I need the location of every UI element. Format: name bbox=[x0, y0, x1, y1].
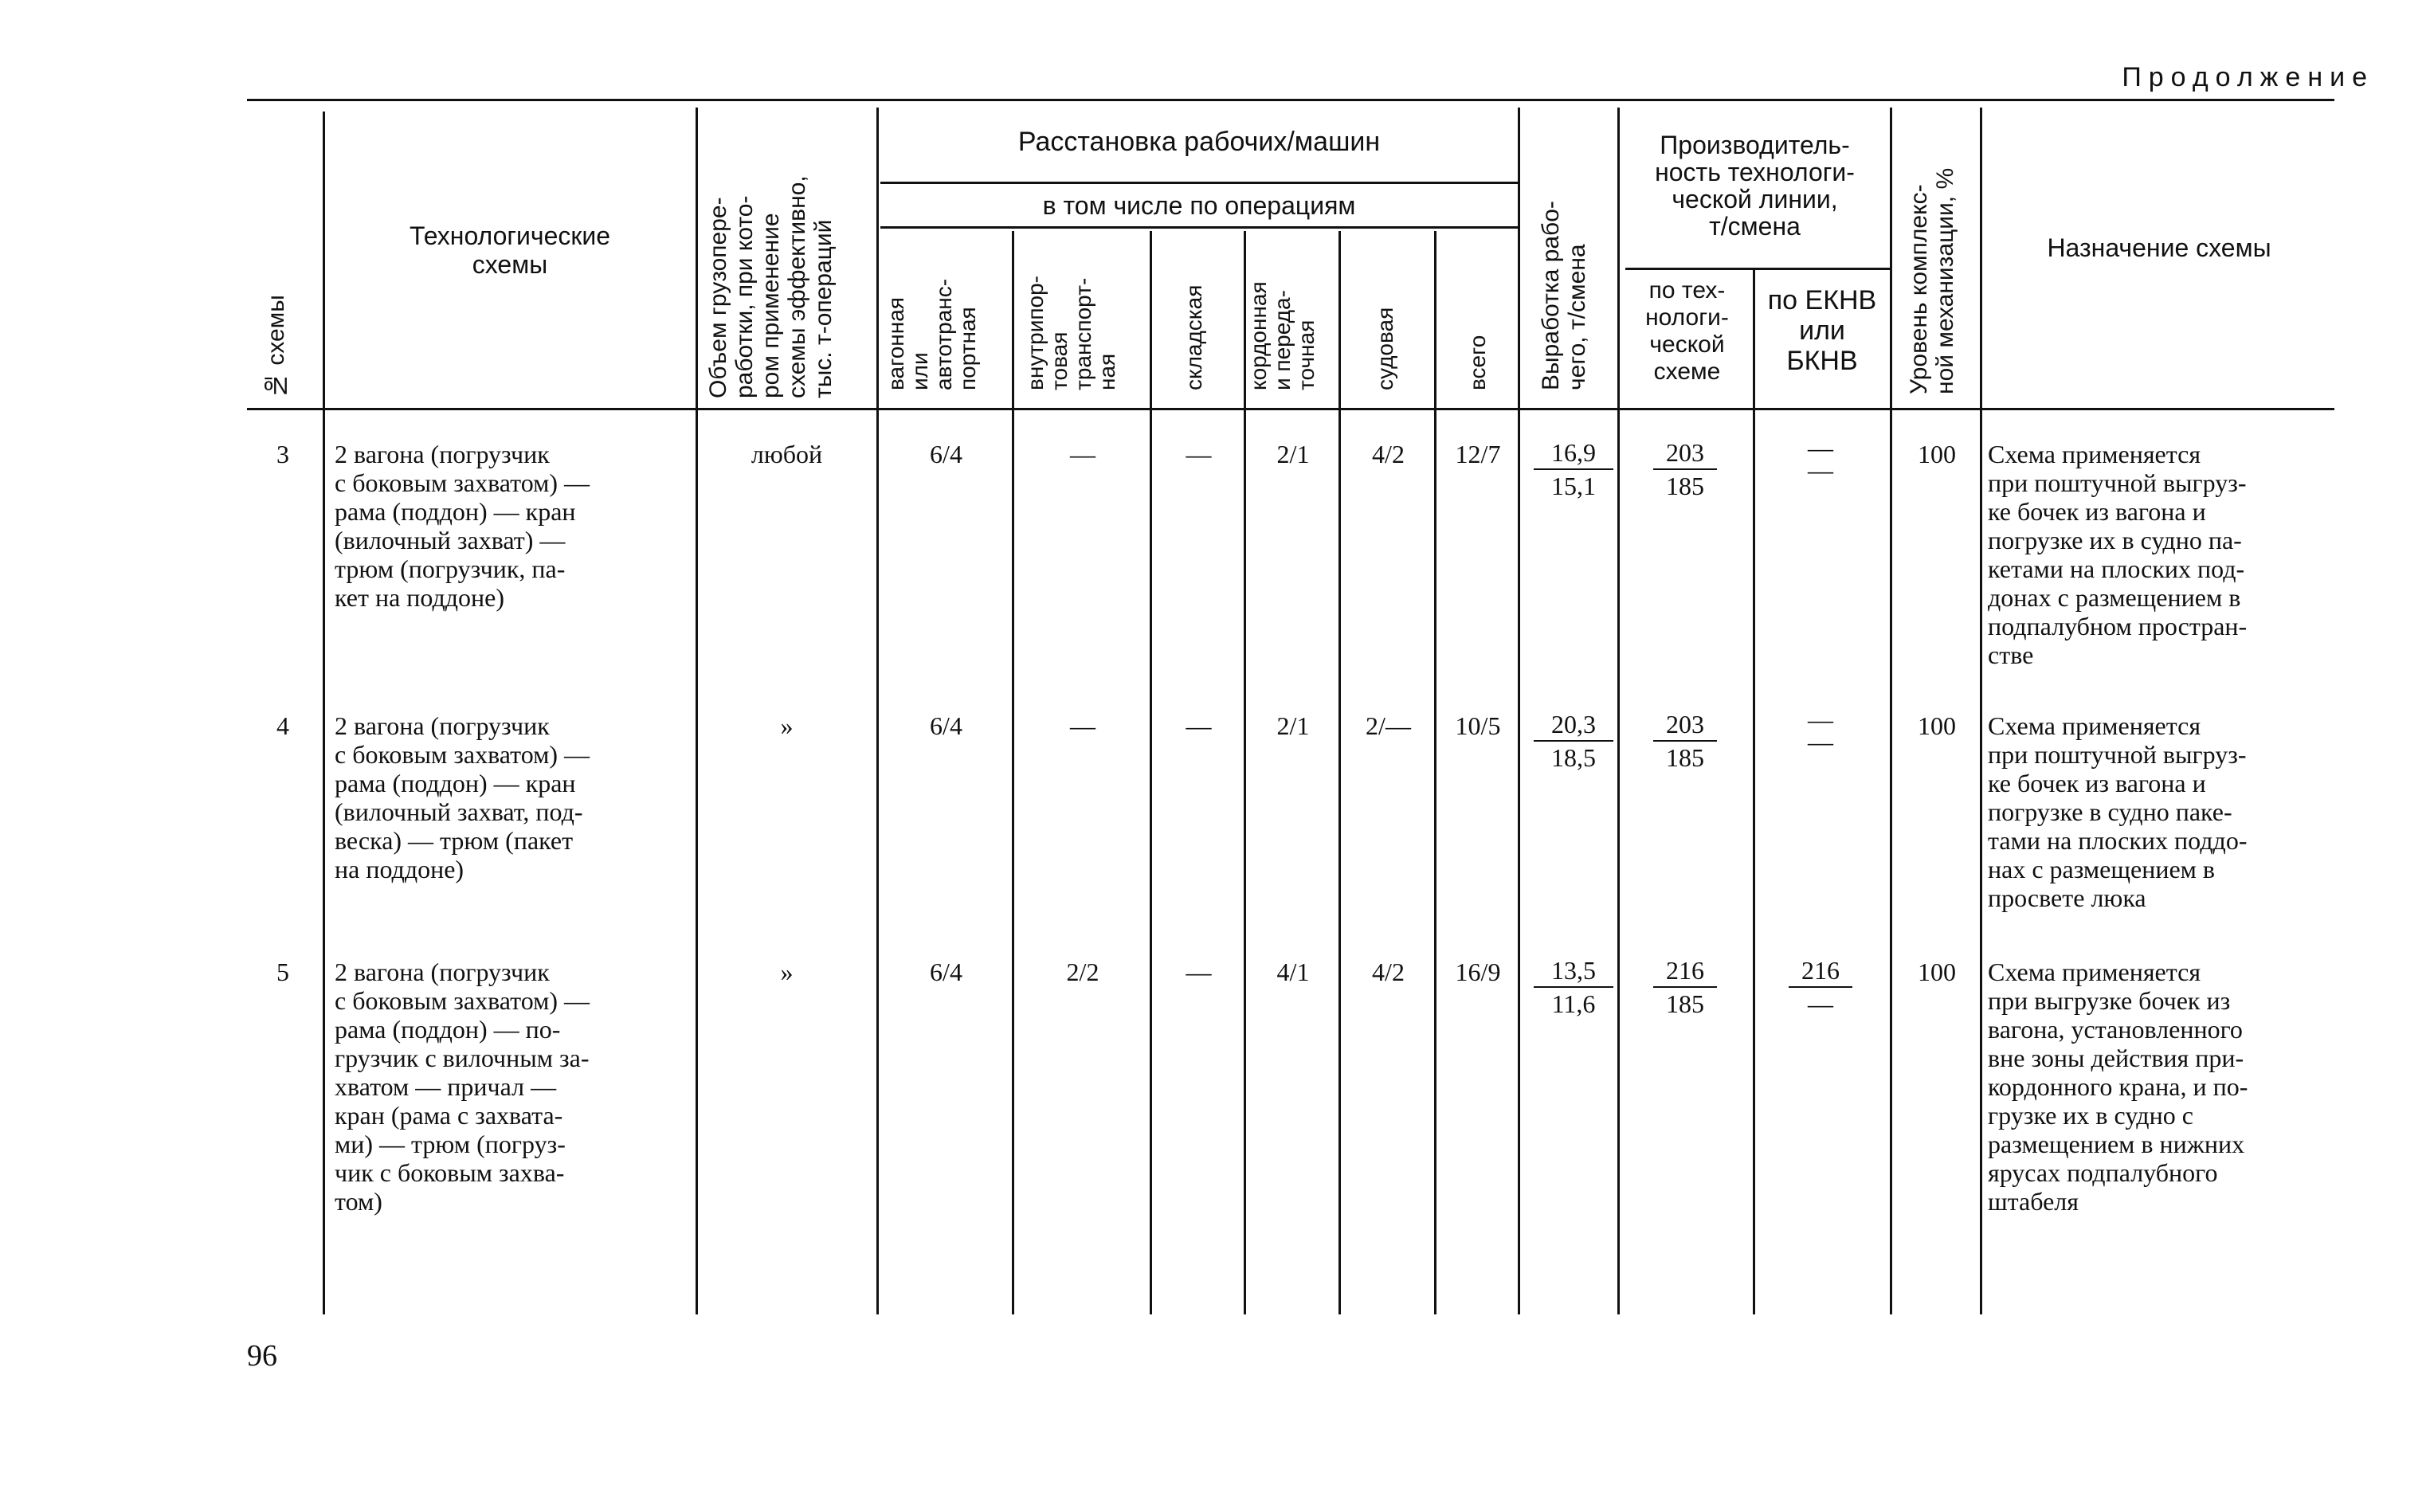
row3-tech-scheme: 2 вагона (погрузчик с боковым захватом) — рама (поддон) — кран (вилочный захват) — трюм (погрузчик, па- кет на поддоне) bbox=[335, 440, 590, 612]
row3-mech-level: 100 bbox=[1918, 440, 1956, 468]
header-volume-line-1: Объем грузопере- bbox=[705, 197, 731, 398]
col-divider-8 bbox=[1434, 231, 1436, 1314]
row4-op-wagon: 6/4 bbox=[930, 711, 962, 740]
row4-prod-scheme-denominator: 185 bbox=[1666, 743, 1704, 772]
col-divider-10 bbox=[1617, 108, 1620, 1314]
header-volume bbox=[705, 119, 837, 398]
header-op-wagon bbox=[884, 239, 980, 390]
page-number: 96 bbox=[247, 1339, 277, 1373]
row3-prod-scheme bbox=[1653, 437, 1717, 502]
header-output-line-2: чего, т/смена bbox=[1564, 244, 1590, 390]
header-op-ship: судовая bbox=[1373, 307, 1397, 390]
header-op-wagon-line-2: или bbox=[907, 352, 932, 390]
header-including-operations: в том числе по операциям bbox=[1042, 191, 1356, 220]
header-op-cordon-line-1: кордонная bbox=[1246, 281, 1271, 390]
header-productivity-line-1: Производитель- bbox=[1660, 131, 1850, 159]
row5-tech-scheme: 2 вагона (погрузчик с боковым захватом) — рама (поддон) — по- грузчик с вилочным за- хватом — причал — кран (рама с захвата- ми) — трюм (погруз- чик с боковым захва- том) bbox=[335, 958, 590, 1216]
col-divider-11 bbox=[1753, 268, 1755, 1314]
row3-prod-ekhv-denominator: — bbox=[1808, 456, 1833, 484]
row3-purpose: Схема применяется при поштучной выгруз- ке бочек из вагона и погрузке их в судно па- кетами на плоских под- донах с размещением в подпалубном простран- стве bbox=[1988, 440, 2248, 669]
row3-op-wagon: 6/4 bbox=[930, 440, 962, 468]
row5-op-total: 16/9 bbox=[1455, 958, 1501, 986]
header-output-line-1: Выработка рабо- bbox=[1538, 201, 1564, 390]
header-prod-ekhv-line-3: БКНВ bbox=[1786, 346, 1858, 376]
row4-op-warehouse: — bbox=[1186, 711, 1212, 740]
row4-purpose: Схема применяется при поштучной выгруз- ке бочек из вагона и погрузке в судно паке- тами на плоских поддо- нах с размещением в просвете люка bbox=[1988, 711, 2248, 912]
header-prod-by-scheme bbox=[1621, 277, 1753, 386]
col-divider-12 bbox=[1890, 108, 1892, 1314]
row5-number: 5 bbox=[276, 958, 289, 986]
row4-prod-ekhv-denominator: — bbox=[1808, 727, 1833, 756]
header-volume-line-3: ром применение bbox=[758, 213, 784, 398]
header-op-wagon-line-3: автотранс- bbox=[931, 278, 956, 390]
row3-volume: любой bbox=[751, 440, 823, 468]
row3-output-numerator: 16,9 bbox=[1534, 437, 1613, 470]
row3-op-warehouse: — bbox=[1186, 440, 1212, 468]
header-op-total: всего bbox=[1465, 335, 1490, 390]
header-op-internal-line-1: внутрипор- bbox=[1023, 275, 1048, 390]
productivity-subheader-rule bbox=[1625, 268, 1890, 270]
row4-prod-ekhv bbox=[1793, 705, 1848, 756]
col-divider-9 bbox=[1518, 108, 1520, 1314]
row4-op-internal: — bbox=[1070, 711, 1095, 740]
row5-prod-ekhv-denominator: — bbox=[1808, 989, 1833, 1018]
placement-subheader-rule bbox=[880, 182, 1518, 184]
row3-number: 3 bbox=[276, 440, 289, 468]
row5-op-warehouse: — bbox=[1186, 958, 1212, 986]
row3-prod-ekhv-numerator: — bbox=[1808, 433, 1833, 462]
row3-output bbox=[1534, 437, 1613, 502]
header-op-internal-line-3: транспорт- bbox=[1071, 277, 1095, 390]
header-output bbox=[1538, 151, 1590, 390]
header-scheme-number: № схемы bbox=[263, 295, 289, 398]
header-purpose: Назначение схемы bbox=[2047, 233, 2271, 262]
row4-prod-scheme-numerator: 203 bbox=[1653, 708, 1717, 742]
row5-output bbox=[1534, 954, 1613, 1020]
row3-output-denominator: 15,1 bbox=[1551, 472, 1596, 500]
row3-op-cordon: 2/1 bbox=[1276, 440, 1310, 468]
header-productivity-line-4: т/смена bbox=[1709, 212, 1801, 241]
row5-prod-scheme bbox=[1653, 954, 1717, 1020]
col-divider-7 bbox=[1338, 231, 1341, 1314]
col-divider-2 bbox=[696, 108, 698, 1314]
row4-number: 4 bbox=[276, 711, 289, 740]
row4-prod-scheme bbox=[1653, 708, 1717, 774]
header-op-warehouse: складская bbox=[1182, 284, 1206, 390]
header-placement: Расстановка рабочих/машин bbox=[1017, 127, 1381, 157]
row4-op-total: 10/5 bbox=[1455, 711, 1501, 740]
header-volume-line-4: схемы эффективно, bbox=[784, 175, 810, 398]
header-bottom-rule bbox=[247, 408, 2334, 410]
row5-prod-ekhv bbox=[1789, 954, 1852, 1020]
row5-purpose: Схема применяется при выгрузке бочек из вагона, установленного вне зоны действия при- кордонного крана, и по- грузке их в судно с размещением в нижних ярусах подпалубного штабеля bbox=[1988, 958, 2248, 1216]
header-op-internal-line-2: товая bbox=[1047, 331, 1072, 390]
header-volume-line-2: работки, при кото- bbox=[731, 195, 758, 398]
col-divider-4 bbox=[1012, 231, 1014, 1314]
header-prod-scheme-line-1: по тех- bbox=[1648, 277, 1726, 304]
table-top-rule bbox=[247, 99, 2334, 101]
row4-output bbox=[1534, 708, 1613, 774]
header-prod-scheme-line-4: схеме bbox=[1653, 358, 1721, 385]
col-divider-5 bbox=[1150, 231, 1152, 1314]
header-productivity-line-2: ность технологи- bbox=[1655, 158, 1855, 186]
header-op-wagon-line-4: портная bbox=[955, 307, 980, 390]
header-op-internal-line-4: ная bbox=[1095, 353, 1119, 390]
row4-tech-scheme: 2 вагона (погрузчик с боковым захватом) — рама (поддон) — кран (вилочный захват, под- веска) — трюм (пакет на поддоне) bbox=[335, 711, 590, 883]
row3-prod-scheme-numerator: 203 bbox=[1653, 437, 1717, 470]
row3-op-internal: — bbox=[1070, 440, 1095, 468]
header-prod-ekhv-line-2: или bbox=[1799, 315, 1845, 346]
operations-subheader-rule bbox=[880, 226, 1518, 229]
header-prod-by-ekhv bbox=[1755, 285, 1889, 376]
continuation-label: Продолжение bbox=[2122, 62, 2374, 92]
header-op-wagon-line-1: вагонная bbox=[884, 297, 908, 390]
row4-output-denominator: 18,5 bbox=[1551, 743, 1596, 772]
row4-output-numerator: 20,3 bbox=[1534, 708, 1613, 742]
row5-op-internal: 2/2 bbox=[1066, 958, 1099, 986]
row5-prod-scheme-numerator: 216 bbox=[1653, 954, 1717, 988]
header-prod-scheme-line-2: нологи- bbox=[1645, 304, 1729, 331]
header-mech-level-line-1: Уровень комплекс- bbox=[1906, 184, 1932, 394]
header-op-cordon bbox=[1247, 239, 1319, 390]
header-mech-level bbox=[1906, 116, 1958, 394]
row5-volume: » bbox=[780, 958, 794, 986]
row5-op-ship: 4/2 bbox=[1372, 958, 1405, 986]
col-divider-1 bbox=[323, 112, 325, 1314]
header-prod-ekhv-line-1: по ЕКНВ bbox=[1767, 285, 1877, 315]
row4-op-cordon: 2/1 bbox=[1276, 711, 1310, 740]
header-mech-level-line-2: ной механизации, % bbox=[1932, 167, 1958, 394]
header-op-cordon-line-3: точная bbox=[1294, 319, 1319, 390]
row5-output-numerator: 13,5 bbox=[1534, 954, 1613, 988]
col-divider-6 bbox=[1244, 231, 1246, 1314]
row5-prod-scheme-denominator: 185 bbox=[1666, 989, 1704, 1018]
row3-op-total: 12/7 bbox=[1455, 440, 1501, 468]
row4-mech-level: 100 bbox=[1918, 711, 1956, 740]
row3-op-ship: 4/2 bbox=[1372, 440, 1405, 468]
row3-prod-scheme-denominator: 185 bbox=[1666, 472, 1704, 500]
col-divider-3 bbox=[876, 108, 879, 1314]
col-divider-13 bbox=[1980, 108, 1982, 1314]
row4-volume: » bbox=[780, 711, 794, 740]
header-volume-line-5: тыс. т-операций bbox=[810, 219, 837, 398]
row5-op-wagon: 6/4 bbox=[930, 958, 962, 986]
header-op-internal bbox=[1024, 239, 1119, 390]
row5-output-denominator: 11,6 bbox=[1551, 989, 1596, 1018]
row4-op-ship: 2/— bbox=[1366, 711, 1411, 740]
header-op-cordon-line-2: и переда- bbox=[1270, 290, 1295, 390]
row4-prod-ekhv-numerator: — bbox=[1808, 705, 1833, 734]
row5-op-cordon: 4/1 bbox=[1276, 958, 1310, 986]
header-tech-schemes: Технологические схемы bbox=[409, 221, 611, 279]
header-productivity bbox=[1621, 131, 1888, 240]
row3-prod-ekhv bbox=[1793, 433, 1848, 484]
header-prod-scheme-line-3: ческой bbox=[1649, 331, 1725, 358]
row5-mech-level: 100 bbox=[1918, 958, 1956, 986]
header-productivity-line-3: ческой линии, bbox=[1672, 185, 1838, 213]
row5-prod-ekhv-numerator: 216 bbox=[1789, 954, 1852, 988]
